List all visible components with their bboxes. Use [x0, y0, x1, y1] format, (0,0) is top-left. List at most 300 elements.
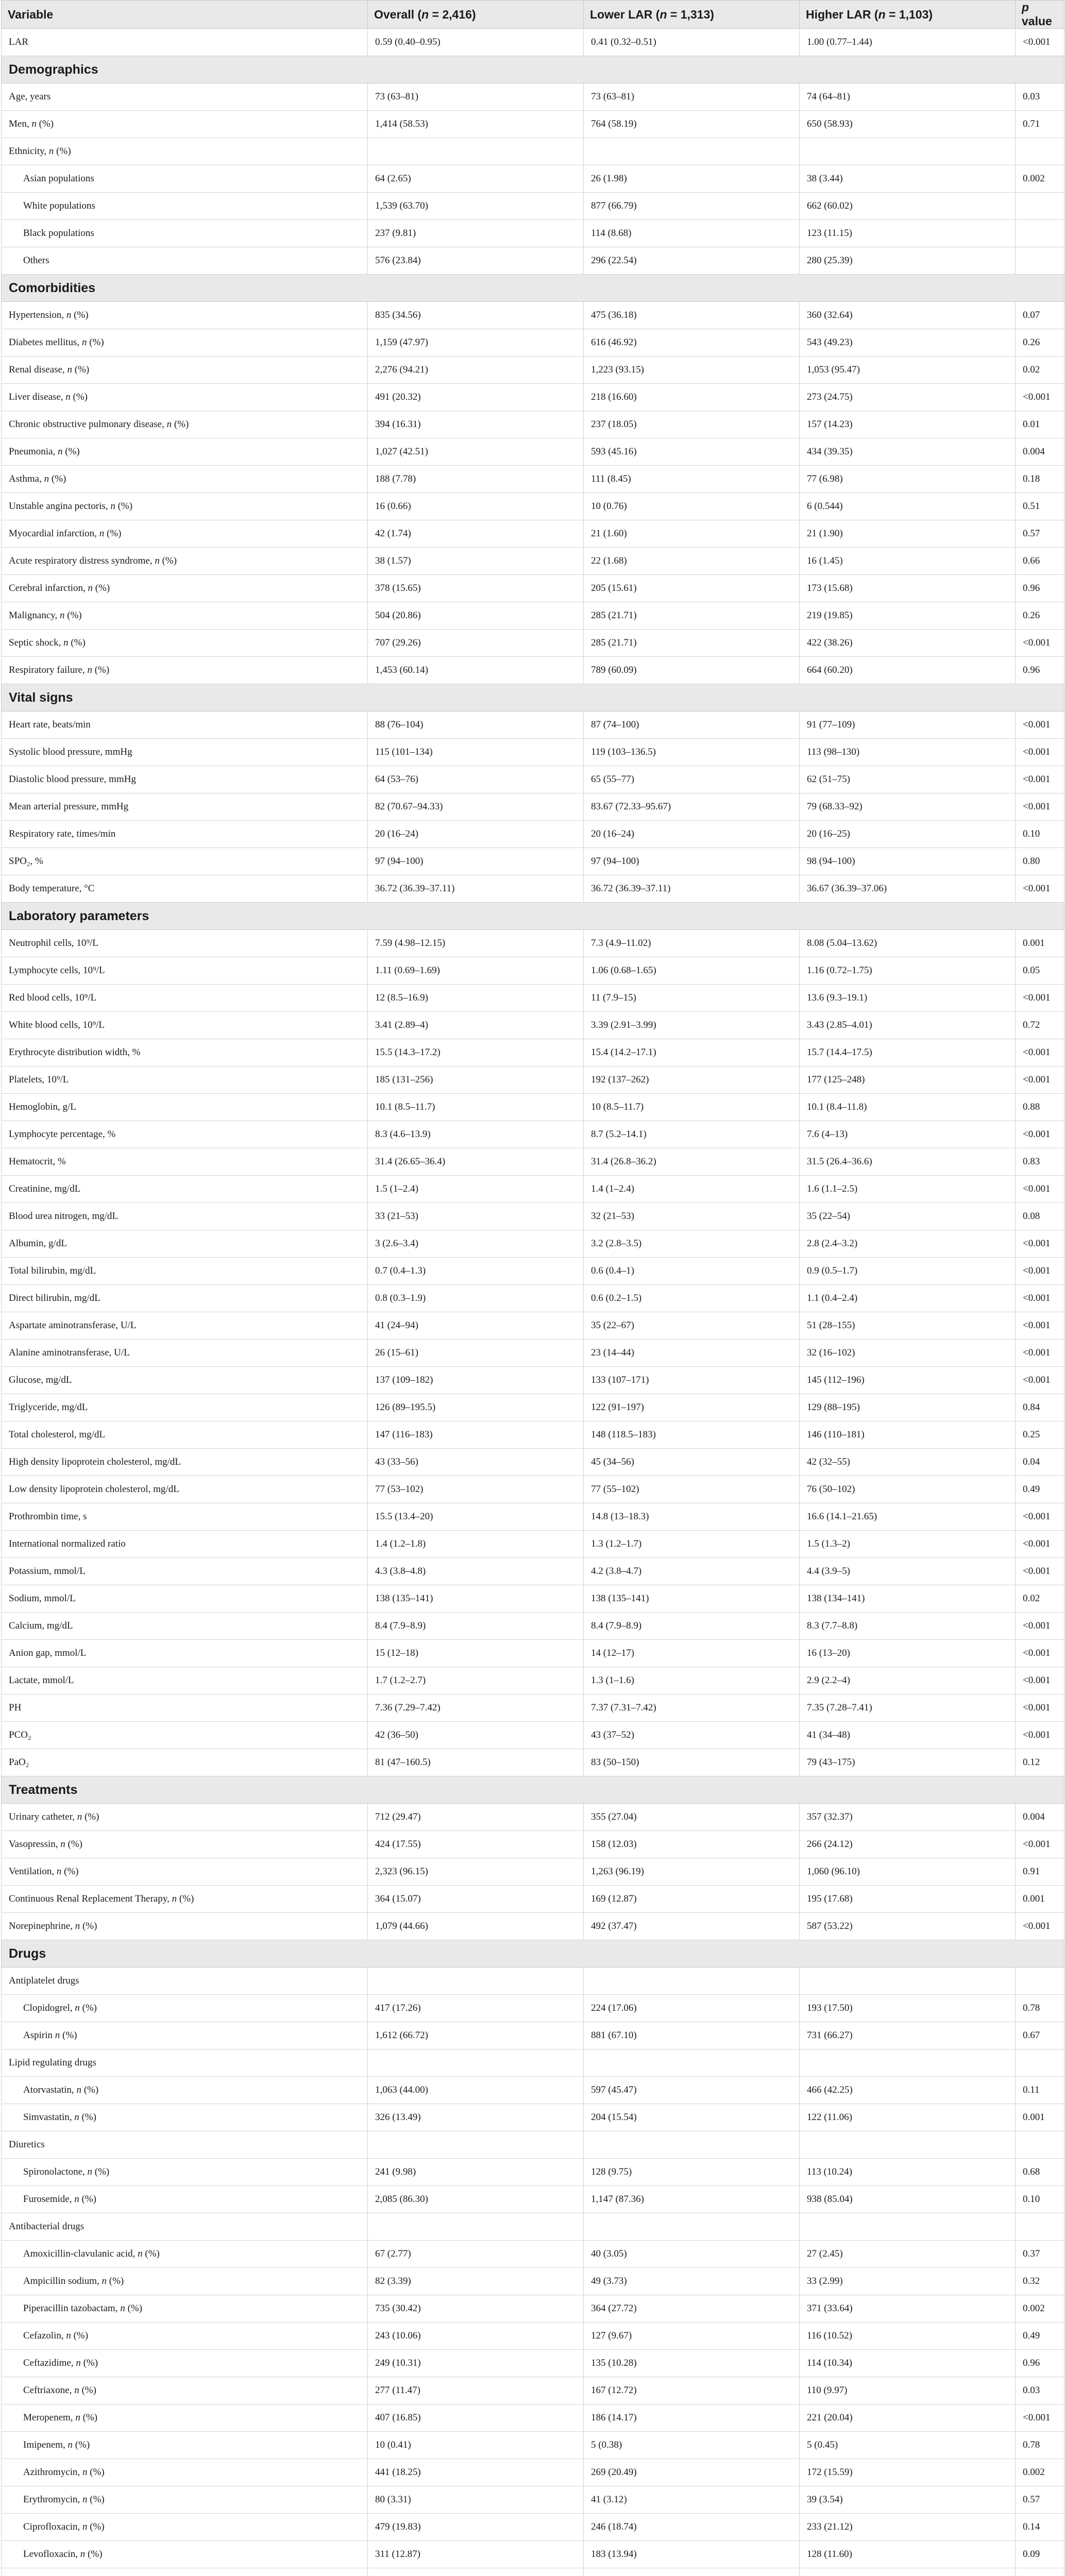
- higher-lar-cell: 122 (11.06): [800, 2104, 1016, 2131]
- table-row: [2, 1312, 1064, 1340]
- p-value-cell: 0.57: [1016, 2486, 1064, 2514]
- overall-cell: 249 (10.31): [368, 2350, 584, 2377]
- higher-lar-cell: 123 (11.15): [800, 220, 1016, 247]
- table-row: [2, 548, 1064, 575]
- p-value-cell: 0.71: [1016, 111, 1064, 138]
- p-value-cell: 0.002: [1016, 165, 1064, 193]
- higher-lar-cell: 938 (85.04): [800, 2186, 1016, 2213]
- variable-cell: Mean arterial pressure, mmHg: [2, 793, 368, 821]
- higher-lar-cell: 138 (134–141): [800, 1585, 1016, 1613]
- p-value-cell: 0.004: [1016, 1804, 1064, 1831]
- variable-cell: Lymphocyte percentage, %: [2, 1121, 368, 1148]
- lower-lar-cell: 1.3 (1.2–1.7): [584, 1531, 800, 1558]
- table-row: [2, 1421, 1064, 1449]
- p-value-cell: 0.05: [1016, 957, 1064, 985]
- section-header: [2, 903, 1064, 930]
- overall-cell: 82 (70.67–94.33): [368, 793, 584, 821]
- section-header: [2, 1776, 1064, 1804]
- variable-cell: Ceftazidime, n (%): [2, 2350, 368, 2377]
- higher-lar-cell: 357 (32.37): [800, 1804, 1016, 1831]
- table-row: [2, 2350, 1064, 2377]
- table-row: [2, 848, 1064, 875]
- p-value-cell: [1016, 193, 1064, 220]
- higher-lar-cell: 20 (16–25): [800, 821, 1016, 848]
- lower-lar-cell: 21 (1.60): [584, 520, 800, 548]
- higher-lar-cell: 662 (60.02): [800, 193, 1016, 220]
- lower-lar-cell: [584, 2568, 800, 2576]
- higher-lar-cell: 371 (33.64): [800, 2295, 1016, 2323]
- p-value-cell: <0.001: [1016, 1613, 1064, 1640]
- variable-cell: Diabetes mellitus, n (%): [2, 329, 368, 357]
- variable-cell: Aspartate aminotransferase, U/L: [2, 1312, 368, 1340]
- variable-cell: Liver disease, n (%): [2, 384, 368, 411]
- table-row: [2, 2459, 1064, 2486]
- variable-cell: Sodium, mmol/L: [2, 1585, 368, 1613]
- empty-cell: [1016, 2049, 1064, 2077]
- table-row: [2, 1176, 1064, 1203]
- variable-cell: Neutrophil cells, 10⁹/L: [2, 930, 368, 957]
- overall-cell: 8.4 (7.9–8.9): [368, 1613, 584, 1640]
- p-value-cell: 0.10: [1016, 821, 1064, 848]
- lower-lar-cell: 764 (58.19): [584, 111, 800, 138]
- table-row: [2, 1831, 1064, 1858]
- table-row: [2, 1585, 1064, 1613]
- table-row: [2, 2186, 1064, 2213]
- p-value-cell: <0.001: [1016, 1367, 1064, 1394]
- overall-cell: 243 (10.06): [368, 2323, 584, 2350]
- subgroup-row: [2, 138, 1064, 165]
- variable-cell: Continuous Renal Replacement Therapy, n (%): [2, 1886, 368, 1913]
- variable-cell: White populations: [2, 193, 368, 220]
- variable-cell: Prothrombin time, s: [2, 1503, 368, 1531]
- variable-cell: Myocardial infarction, n (%): [2, 520, 368, 548]
- lower-lar-cell: 40 (3.05): [584, 2241, 800, 2268]
- overall-cell: 241 (9.98): [368, 2159, 584, 2186]
- table-row: [2, 2432, 1064, 2459]
- variable-cell: LAR: [2, 29, 368, 56]
- lower-lar-cell: 73 (63–81): [584, 83, 800, 111]
- p-value-cell: 0.10: [1016, 2186, 1064, 2213]
- empty-cell: [368, 1968, 584, 1995]
- empty-cell: [584, 2131, 800, 2159]
- higher-lar-cell: 51 (28–155): [800, 1312, 1016, 1340]
- table-row: [2, 2268, 1064, 2295]
- higher-lar-cell: 0.9 (0.5–1.7): [800, 1258, 1016, 1285]
- lower-lar-cell: 0.6 (0.2–1.5): [584, 1285, 800, 1312]
- p-value-cell: 0.01: [1016, 411, 1064, 438]
- empty-cell: [1016, 138, 1064, 165]
- variable-cell: Atorvastatin, n (%): [2, 2077, 368, 2104]
- higher-lar-cell: 664 (60.20): [800, 657, 1016, 684]
- higher-lar-cell: 114 (10.34): [800, 2350, 1016, 2377]
- p-value-cell: 0.03: [1016, 2377, 1064, 2404]
- lower-lar-cell: 111 (8.45): [584, 466, 800, 493]
- p-value-cell: 0.91: [1016, 1858, 1064, 1886]
- overall-cell: 1.11 (0.69–1.69): [368, 957, 584, 985]
- lower-lar-cell: 7.3 (4.9–11.02): [584, 930, 800, 957]
- overall-cell: 36.72 (36.39–37.11): [368, 875, 584, 903]
- table-row: [2, 357, 1064, 384]
- overall-cell: 7.36 (7.29–7.42): [368, 1694, 584, 1722]
- variable-cell: Spironolactone, n (%): [2, 2159, 368, 2186]
- higher-lar-cell: 172 (15.59): [800, 2459, 1016, 2486]
- table-row: [2, 1886, 1064, 1913]
- lower-lar-cell: 192 (137–262): [584, 1066, 800, 1094]
- p-value-cell: <0.001: [1016, 1039, 1064, 1066]
- lower-lar-cell: 593 (45.16): [584, 438, 800, 466]
- variable-cell: Ventilation, n (%): [2, 1858, 368, 1886]
- subgroup-label: Diuretics: [2, 2131, 368, 2159]
- overall-cell: 26 (15–61): [368, 1340, 584, 1367]
- lower-lar-cell: 31.4 (26.8–36.2): [584, 1148, 800, 1176]
- p-value-cell: 0.002: [1016, 2295, 1064, 2323]
- variable-cell: Age, years: [2, 83, 368, 111]
- overall-cell: 137 (109–182): [368, 1367, 584, 1394]
- higher-lar-cell: 110 (9.97): [800, 2377, 1016, 2404]
- overall-cell: 147 (116–183): [368, 1421, 584, 1449]
- p-value-cell: <0.001: [1016, 1640, 1064, 1667]
- overall-cell: 504 (20.86): [368, 602, 584, 630]
- p-value-cell: 0.09: [1016, 2541, 1064, 2568]
- table-row: [2, 1367, 1064, 1394]
- p-value-cell: <0.001: [1016, 1176, 1064, 1203]
- table-row: [2, 2541, 1064, 2568]
- table-row: [2, 493, 1064, 520]
- empty-cell: [800, 1968, 1016, 1995]
- p-value-cell: <0.001: [1016, 1503, 1064, 1531]
- table-row: [2, 1531, 1064, 1558]
- lower-lar-cell: 97 (94–100): [584, 848, 800, 875]
- overall-cell: 424 (17.55): [368, 1831, 584, 1858]
- table-row: [2, 1012, 1064, 1039]
- higher-lar-cell: 1,060 (96.10): [800, 1858, 1016, 1886]
- data-table: [1, 0, 1064, 2576]
- overall-cell: 835 (34.56): [368, 302, 584, 329]
- variable-cell: Clopidogrel, n (%): [2, 1995, 368, 2022]
- subgroup-label: Antibacterial drugs: [2, 2213, 368, 2241]
- p-value-cell: [1016, 2568, 1064, 2576]
- p-value-cell: <0.001: [1016, 384, 1064, 411]
- higher-lar-cell: 36.67 (36.39–37.06): [800, 875, 1016, 903]
- table-row: [2, 2486, 1064, 2514]
- higher-lar-cell: 195 (17.68): [800, 1886, 1016, 1913]
- overall-cell: 394 (16.31): [368, 411, 584, 438]
- overall-cell: 417 (17.26): [368, 1995, 584, 2022]
- header-p-value: p value: [1016, 1, 1064, 29]
- table-row: [2, 1394, 1064, 1421]
- higher-lar-cell: 113 (10.24): [800, 2159, 1016, 2186]
- higher-lar-cell: 77 (6.98): [800, 466, 1016, 493]
- higher-lar-cell: 434 (39.35): [800, 438, 1016, 466]
- table-row: [2, 1804, 1064, 1831]
- p-value-cell: 0.37: [1016, 2241, 1064, 2268]
- variable-cell: Azithromycin, n (%): [2, 2459, 368, 2486]
- higher-lar-cell: 221 (20.04): [800, 2404, 1016, 2432]
- higher-lar-cell: 177 (125–248): [800, 1066, 1016, 1094]
- lower-lar-cell: 881 (67.10): [584, 2022, 800, 2049]
- lower-lar-cell: 7.37 (7.31–7.42): [584, 1694, 800, 1722]
- p-value-cell: 0.04: [1016, 1449, 1064, 1476]
- p-value-cell: 0.07: [1016, 302, 1064, 329]
- table-row: [2, 1066, 1064, 1094]
- overall-cell: 77 (53–102): [368, 1476, 584, 1503]
- p-value-cell: [1016, 247, 1064, 275]
- higher-lar-cell: 731 (66.27): [800, 2022, 1016, 2049]
- higher-lar-cell: 116 (10.52): [800, 2323, 1016, 2350]
- empty-cell: [1016, 1968, 1064, 1995]
- empty-cell: [368, 2213, 584, 2241]
- table-row: [2, 793, 1064, 821]
- lower-lar-cell: 77 (55–102): [584, 1476, 800, 1503]
- overall-cell: 80 (3.31): [368, 2486, 584, 2514]
- overall-cell: 735 (30.42): [368, 2295, 584, 2323]
- table-row: [2, 766, 1064, 793]
- lower-lar-cell: 10 (0.76): [584, 493, 800, 520]
- p-value-cell: 0.57: [1016, 520, 1064, 548]
- variable-cell: Lactate, mmol/L: [2, 1667, 368, 1694]
- lower-lar-cell: 23 (14–44): [584, 1340, 800, 1367]
- overall-cell: 2,323 (96.15): [368, 1858, 584, 1886]
- baseline-characteristics-table: [1, 0, 1064, 2576]
- overall-cell: 97 (94–100): [368, 848, 584, 875]
- variable-cell: Erythromycin, n (%): [2, 2486, 368, 2514]
- overall-cell: 237 (9.81): [368, 220, 584, 247]
- table-row: [2, 1203, 1064, 1230]
- overall-cell: 1,063 (44.00): [368, 2077, 584, 2104]
- table-row: [2, 2022, 1064, 2049]
- p-value-cell: <0.001: [1016, 1230, 1064, 1258]
- lower-lar-cell: 269 (20.49): [584, 2459, 800, 2486]
- p-value-cell: <0.001: [1016, 1722, 1064, 1749]
- section-title: Vital signs: [2, 684, 1064, 711]
- lower-lar-cell: 35 (22–67): [584, 1312, 800, 1340]
- higher-lar-cell: 2.9 (2.2–4): [800, 1667, 1016, 1694]
- p-value-cell: <0.001: [1016, 1121, 1064, 1148]
- empty-cell: [368, 2131, 584, 2159]
- variable-cell: Albumin, g/dL: [2, 1230, 368, 1258]
- table-row: [2, 1694, 1064, 1722]
- overall-cell: 3 (2.6–3.4): [368, 1230, 584, 1258]
- variable-cell: White blood cells, 10⁹/L: [2, 1012, 368, 1039]
- variable-cell: Calcium, mg/dL: [2, 1613, 368, 1640]
- table-row: [2, 1558, 1064, 1585]
- overall-cell: 378 (15.65): [368, 575, 584, 602]
- higher-lar-cell: 39 (3.54): [800, 2486, 1016, 2514]
- lower-lar-cell: 10 (8.5–11.7): [584, 1094, 800, 1121]
- overall-cell: 1.5 (1–2.4): [368, 1176, 584, 1203]
- p-value-cell: 0.84: [1016, 1394, 1064, 1421]
- p-value-cell: 0.001: [1016, 2104, 1064, 2131]
- overall-cell: 1,539 (63.70): [368, 193, 584, 220]
- p-value-cell: <0.001: [1016, 875, 1064, 903]
- variable-cell: Lymphocyte cells, 10⁹/L: [2, 957, 368, 985]
- table-row: [2, 302, 1064, 329]
- variable-cell: Meropenem, n (%): [2, 2404, 368, 2432]
- lower-lar-cell: 5 (0.38): [584, 2432, 800, 2459]
- table-row: [2, 630, 1064, 657]
- lower-lar-cell: 133 (107–171): [584, 1367, 800, 1394]
- table-row: [2, 2077, 1064, 2104]
- variable-cell: High density lipoprotein cholesterol, mg/dL: [2, 1449, 368, 1476]
- overall-cell: 88 (76–104): [368, 711, 584, 739]
- overall-cell: 1.7 (1.2–2.7): [368, 1667, 584, 1694]
- higher-lar-cell: 193 (17.50): [800, 1995, 1016, 2022]
- variable-cell: Vasopressin, n (%): [2, 1831, 368, 1858]
- p-value-cell: <0.001: [1016, 1913, 1064, 1940]
- table-row: [2, 29, 1064, 56]
- p-value-cell: <0.001: [1016, 1558, 1064, 1585]
- higher-lar-cell: 42 (32–55): [800, 1449, 1016, 1476]
- lower-lar-cell: 1.3 (1–1.6): [584, 1667, 800, 1694]
- higher-lar-cell: 650 (58.93): [800, 111, 1016, 138]
- variable-cell: Pneumonia, n (%): [2, 438, 368, 466]
- lower-lar-cell: 1,263 (96.19): [584, 1858, 800, 1886]
- lower-lar-cell: 1,147 (87.36): [584, 2186, 800, 2213]
- variable-cell: Acute respiratory distress syndrome, n (%): [2, 548, 368, 575]
- overall-cell: 0.59 (0.40–0.95): [368, 29, 584, 56]
- p-value-cell: 0.96: [1016, 657, 1064, 684]
- higher-lar-cell: 79 (43–175): [800, 1749, 1016, 1776]
- p-value-cell: <0.001: [1016, 630, 1064, 657]
- overall-cell: 1,079 (44.66): [368, 1913, 584, 1940]
- variable-cell: Ciprofloxacin, n (%): [2, 2514, 368, 2541]
- table-row: [2, 711, 1064, 739]
- p-value-cell: 0.32: [1016, 2268, 1064, 2295]
- section-title: Drugs: [2, 1940, 1064, 1968]
- higher-lar-cell: 1.6 (1.1–2.5): [800, 1176, 1016, 1203]
- empty-cell: [584, 138, 800, 165]
- variable-cell: Ampicillin sodium, n (%): [2, 2268, 368, 2295]
- empty-cell: [584, 2213, 800, 2241]
- lower-lar-cell: 14.8 (13–18.3): [584, 1503, 800, 1531]
- variable-cell: Anion gap, mmol/L: [2, 1640, 368, 1667]
- higher-lar-cell: 1.1 (0.4–2.4): [800, 1285, 1016, 1312]
- overall-cell: 1,159 (47.97): [368, 329, 584, 357]
- variable-cell: Asian populations: [2, 165, 368, 193]
- empty-cell: [368, 2049, 584, 2077]
- lower-lar-cell: 122 (91–197): [584, 1394, 800, 1421]
- table-row: [2, 1094, 1064, 1121]
- lower-lar-cell: 45 (34–56): [584, 1449, 800, 1476]
- lower-lar-cell: 475 (36.18): [584, 302, 800, 329]
- empty-cell: [1016, 2213, 1064, 2241]
- p-value-cell: 0.80: [1016, 848, 1064, 875]
- higher-lar-cell: 6 (0.544): [800, 493, 1016, 520]
- section-header: [2, 56, 1064, 83]
- lower-lar-cell: 3.39 (2.91–3.99): [584, 1012, 800, 1039]
- higher-lar-cell: 13.6 (9.3–19.1): [800, 985, 1016, 1012]
- overall-cell: 479 (19.83): [368, 2514, 584, 2541]
- table-row: [2, 1449, 1064, 1476]
- p-value-cell: <0.001: [1016, 793, 1064, 821]
- table-row: [2, 384, 1064, 411]
- header-higher-lar: Higher LAR (n = 1,103): [800, 1, 1016, 29]
- p-value-cell: 0.25: [1016, 1421, 1064, 1449]
- variable-cell: Potassium, mmol/L: [2, 1558, 368, 1585]
- section-title: Comorbidities: [2, 275, 1064, 302]
- variable-cell: Aspirin n (%): [2, 2022, 368, 2049]
- header-variable: Variable: [2, 1, 368, 29]
- higher-lar-cell: 31.5 (26.4–36.6): [800, 1148, 1016, 1176]
- variable-cell: Low density lipoprotein cholesterol, mg/dL: [2, 1476, 368, 1503]
- lower-lar-cell: 114 (8.68): [584, 220, 800, 247]
- overall-cell: 2,276 (94.21): [368, 357, 584, 384]
- variable-cell: Imipenem, n (%): [2, 2432, 368, 2459]
- lower-lar-cell: 1.06 (0.68–1.65): [584, 957, 800, 985]
- higher-lar-cell: 33 (2.99): [800, 2268, 1016, 2295]
- table-row: [2, 657, 1064, 684]
- p-value-cell: 0.68: [1016, 2159, 1064, 2186]
- lower-lar-cell: 204 (15.54): [584, 2104, 800, 2131]
- overall-cell: 16 (0.66): [368, 493, 584, 520]
- lower-lar-cell: 205 (15.61): [584, 575, 800, 602]
- overall-cell: 43 (33–56): [368, 1449, 584, 1476]
- p-value-cell: 0.26: [1016, 602, 1064, 630]
- overall-cell: 10 (0.41): [368, 2432, 584, 2459]
- p-value-cell: 0.14: [1016, 2514, 1064, 2541]
- higher-lar-cell: 35 (22–54): [800, 1203, 1016, 1230]
- lower-lar-cell: 87 (74–100): [584, 711, 800, 739]
- empty-cell: [800, 2049, 1016, 2077]
- p-value-cell: 0.11: [1016, 2077, 1064, 2104]
- variable-cell: PH: [2, 1694, 368, 1722]
- lower-lar-cell: 285 (21.71): [584, 630, 800, 657]
- lower-lar-cell: 43 (37–52): [584, 1722, 800, 1749]
- p-value-cell: <0.001: [1016, 739, 1064, 766]
- lower-lar-cell: 186 (14.17): [584, 2404, 800, 2432]
- table-row: [2, 2323, 1064, 2350]
- subgroup-label: Ethnicity, n (%): [2, 138, 368, 165]
- variable-cell: Platelets, 10⁹/L: [2, 1066, 368, 1094]
- empty-cell: [584, 2049, 800, 2077]
- higher-lar-cell: 466 (42.25): [800, 2077, 1016, 2104]
- table-body: [2, 29, 1064, 2576]
- higher-lar-cell: [800, 2568, 1016, 2576]
- p-value-cell: <0.001: [1016, 1831, 1064, 1858]
- overall-cell: 7.59 (4.98–12.15): [368, 930, 584, 957]
- higher-lar-cell: 233 (21.12): [800, 2514, 1016, 2541]
- lower-lar-cell: 32 (21–53): [584, 1203, 800, 1230]
- higher-lar-cell: 1.5 (1.3–2): [800, 1531, 1016, 1558]
- lower-lar-cell: 36.72 (36.39–37.11): [584, 875, 800, 903]
- table-row: [2, 930, 1064, 957]
- variable-cell: Unstable angina pectoris, n (%): [2, 493, 368, 520]
- table-row: [2, 1285, 1064, 1312]
- higher-lar-cell: 266 (24.12): [800, 1831, 1016, 1858]
- variable-cell: Urinary catheter, n (%): [2, 1804, 368, 1831]
- variable-cell: Creatinine, mg/dL: [2, 1176, 368, 1203]
- empty-cell: [584, 1968, 800, 1995]
- p-value-cell: 0.002: [1016, 2459, 1064, 2486]
- overall-cell: 64 (53–76): [368, 766, 584, 793]
- overall-cell: 712 (29.47): [368, 1804, 584, 1831]
- lower-lar-cell: 1.4 (1–2.4): [584, 1176, 800, 1203]
- higher-lar-cell: 8.08 (5.04–13.62): [800, 930, 1016, 957]
- variable-cell: Alanine aminotransferase, U/L: [2, 1340, 368, 1367]
- table-row: [2, 165, 1064, 193]
- lower-lar-cell: 15.4 (14.2–17.1): [584, 1039, 800, 1066]
- variable-cell: Cefazolin, n (%): [2, 2323, 368, 2350]
- table-row: [2, 2295, 1064, 2323]
- higher-lar-cell: 280 (25.39): [800, 247, 1016, 275]
- variable-cell: [2, 2568, 368, 2576]
- lower-lar-cell: 1,223 (93.15): [584, 357, 800, 384]
- p-value-cell: 0.004: [1016, 438, 1064, 466]
- overall-cell: 15.5 (14.3–17.2): [368, 1039, 584, 1066]
- table-row: [2, 2104, 1064, 2131]
- overall-cell: 15.5 (13.4–20): [368, 1503, 584, 1531]
- higher-lar-cell: 7.6 (4–13): [800, 1121, 1016, 1148]
